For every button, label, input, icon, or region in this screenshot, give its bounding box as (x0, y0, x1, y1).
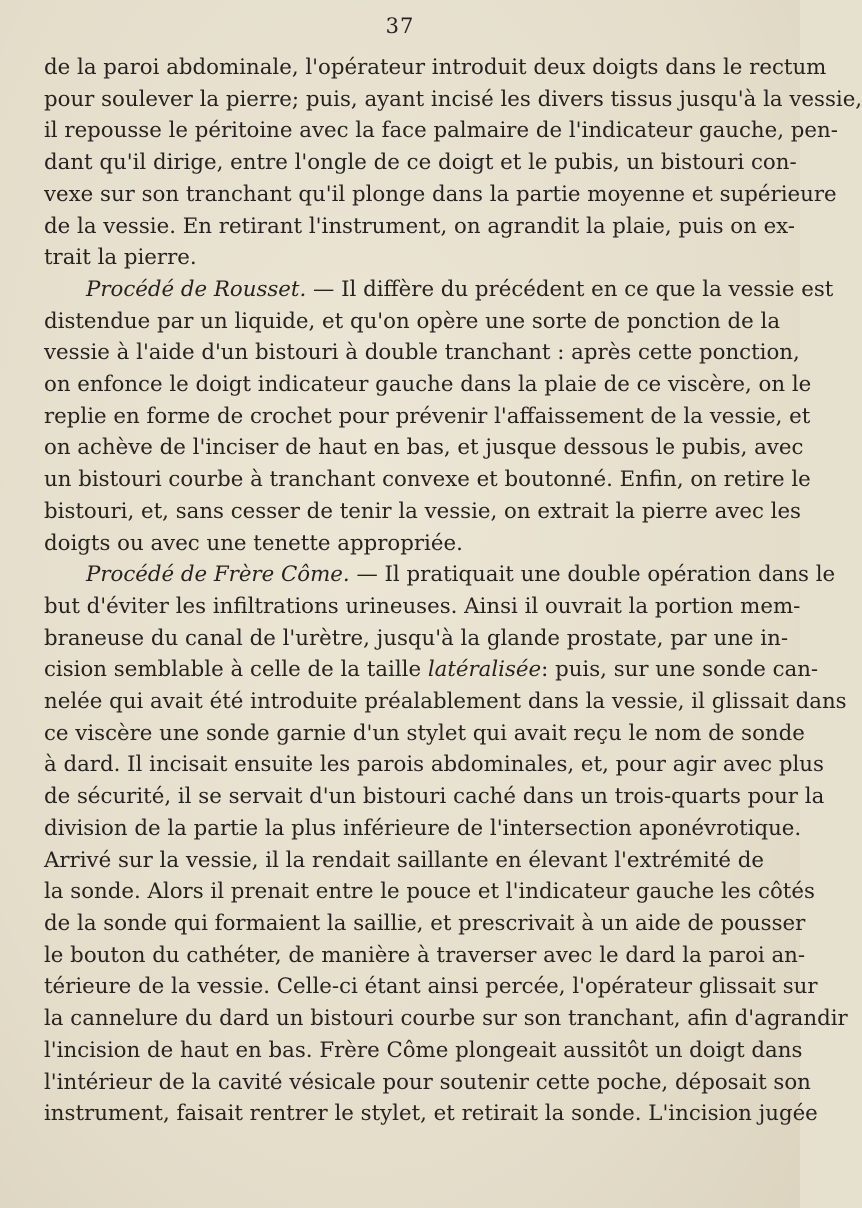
text-line: de la vessie. En retirant l'instrument, on agrandit la plaie, puis on ex- (44, 213, 796, 239)
text-line: ce viscère une sonde garnie d'un stylet qui avait reçu le nom de sonde (44, 720, 805, 746)
text-line (44, 654, 819, 686)
text-line: pour soulever la pierre; puis, ayant incisé les divers tissus jusqu'à la vessie, (44, 86, 862, 112)
text-line: dant qu'il dirige, entre l'ongle de ce doigt et le pubis, un bistouri con- (44, 150, 797, 176)
text-line: braneuse du canal de l'urètre, jusqu'à la glande prostate, par une in- (44, 625, 789, 651)
text-line: de la paroi abdominale, l'opérateur introduit deux doigts dans le rectum (44, 55, 827, 80)
text-line: distendue par un liquide, et qu'on opère une sorte de ponction de la (44, 308, 781, 334)
text-line: but d'éviter les infiltrations urineuses. Ainsi il ouvrait la portion mem- (44, 593, 801, 619)
text-line: vexe sur son tranchant qu'il plonge dans la partie moyenne et supérieure (44, 181, 837, 207)
text-fragment: : puis, sur une sonde can- (541, 657, 819, 683)
text-line: l'incision de haut en bas. Frère Côme plongeait aussitôt un doigt dans (44, 1037, 803, 1063)
text-line: doigts ou avec une tenette appropriée. (44, 530, 463, 556)
text-line: un bistouri courbe à tranchant convexe et boutonné. Enfin, on retire le (44, 467, 811, 493)
text-line: térieure de la vessie. Celle-ci étant ainsi percée, l'opérateur glissait sur (44, 974, 818, 1000)
text-line: vessie à l'aide d'un bistouri à double tranchant : après cette ponction, (44, 340, 800, 366)
paragraph-rousset (44, 274, 834, 559)
page-number: 37 (385, 14, 415, 38)
text-line: l'intérieur de la cavité vésicale pour soutenir cette poche, déposait son (44, 1069, 811, 1095)
text-line: Arrivé sur la vessie, il la rendait saillante en élevant l'extrémité de (44, 847, 764, 873)
text-line: le bouton du cathéter, de manière à traverser avec le dard la paroi an- (44, 942, 806, 968)
text-fragment: cision semblable à celle de la taille (44, 657, 428, 683)
text-line: on enfonce le doigt indicateur gauche dans la plaie de ce viscère, on le (44, 372, 812, 398)
text-line: on achève de l'inciser de haut en bas, et jusque dessous le pubis, avec (44, 435, 804, 461)
text-line: à dard. Il incisait ensuite les parois abdominales, et, pour agir avec plus (44, 752, 824, 778)
text-line: bistouri, et, sans cesser de tenir la vessie, on extrait la pierre avec les (44, 498, 801, 524)
paragraph-continuation (44, 52, 862, 274)
section-heading-rousset: Procédé de Rousset. (86, 276, 307, 302)
text-fragment: — Il diffère du précédent en ce que la vessie est (306, 276, 834, 302)
text-line: la cannelure du dard un bistouri courbe sur son tranchant, afin d'agrandir (44, 1006, 848, 1032)
text-fragment: — Il pratiquait une double opération dans le (349, 562, 836, 588)
text-line (44, 274, 834, 306)
text-line: la sonde. Alors il prenait entre le pouce et l'indicateur gauche les côtés (44, 879, 815, 905)
text-line: trait la pierre. (44, 245, 197, 271)
section-heading-frere-come: Procédé de Frère Côme. (86, 562, 350, 588)
text-line: instrument, faisait rentrer le stylet, et retirait la sonde. L'incision jugée (44, 1101, 818, 1127)
text-line: nelée qui avait été introduite préalablement dans la vessie, il glissait dans (44, 689, 847, 715)
paragraph-frere-come (44, 559, 848, 1130)
text-line: division de la partie la plus inférieure de l'intersection aponévrotique. (44, 815, 802, 841)
text-body (44, 52, 862, 1130)
text-line: replie en forme de crochet pour prévenir l'affaissement de la vessie, et (44, 403, 811, 429)
text-line: il repousse le péritoine avec la face palmaire de l'indicateur gauche, pen- (44, 118, 838, 144)
text-line (44, 559, 836, 591)
text-line: de la sonde qui formaient la saillie, et prescrivait à un aide de pousser (44, 910, 806, 936)
italic-term: latéralisée (427, 657, 542, 683)
text-line: de sécurité, il se servait d'un bistouri caché dans un trois-quarts pour la (44, 784, 825, 810)
